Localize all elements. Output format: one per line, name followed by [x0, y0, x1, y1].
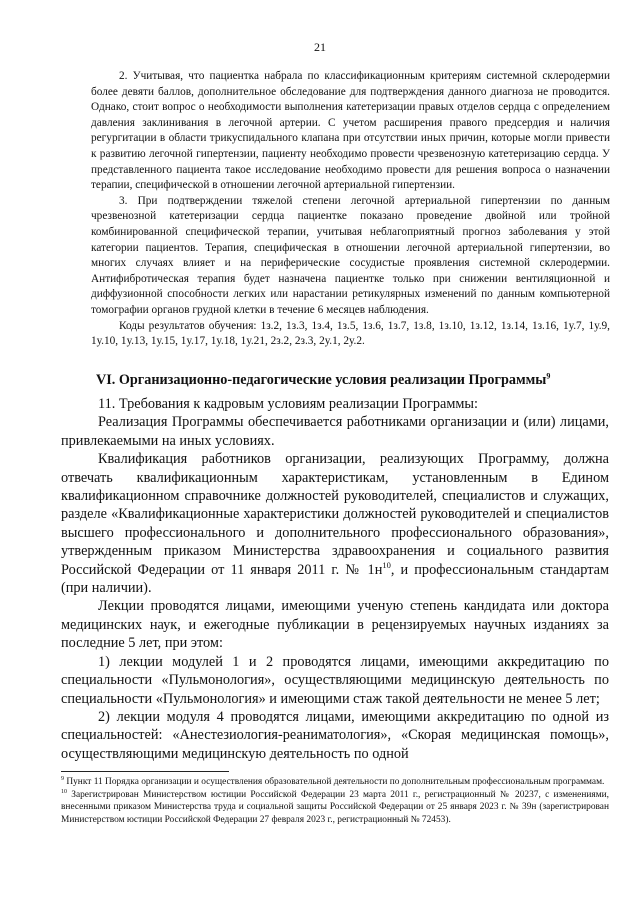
footnote-9: [61, 776, 609, 789]
footnote-9-text: Пункт 11 Порядка организации и осуществления образовательной деятельности по дополнительным профессиональным программам.: [64, 777, 605, 787]
qualification-footnote-ref: 10: [382, 559, 391, 570]
heading-footnote-ref: 9: [546, 371, 551, 381]
realization-paragraph: Реализация Программы обеспечивается работниками организации и (или) лицами, привлекаемыми на иных условиях.: [61, 414, 609, 449]
section-heading: [96, 372, 606, 389]
answer-paragraph-2: 2. Учитывая, что пациентка набрала по классификационным критериям системной склеродермии более девяти баллов, дополнительное обследование для подтверждения данного диагноза не проводится. Однако, стоит вопрос о необходимости выполнения катетеризации правых отделов сердца с определением давления заклинивания в легочной артерии. С учетом расширения правого предсердия и наличия регургитации в области трикуспидального клапана при отсутствии иных причин, которые могли привести к развитию легочной гипертензии, пациенту необходимо провести чрезвенозную катетеризацию сердца. У представленного пациента такое исследование необходимо провести для решения вопроса о назначении терапии, специфической в отношении легочной артериальной гипертензии.: [91, 70, 610, 192]
main-text: [61, 395, 609, 763]
item-11: 11. Требования к кадровым условиям реализации Программы:: [98, 396, 478, 412]
qualification-text: Квалификация работников организации, реализующих Программу, должна отвечать квалификационным характеристикам, установленным в Едином квалификационном справочнике должностей руководителей, специалистов и служащих, разделе «Квалификационные характеристики должностей руководителей и специалистов высшего профессионального и дополнительного профессионального образования», утвержденным приказом Министерства здравоохранения и социального развития Российской Федерации от 11 января 2011 г. № 1н: [61, 451, 609, 578]
qualification-text-end: , и профессиональным стандартам (при наличии).: [61, 561, 610, 597]
learning-outcome-codes: Коды результатов обучения: 1з.2, 1з.3, 1з.4, 1з.5, 1з.6, 1з.7, 1з.8, 1з.10, 1з.12, 1з.14, 1з.16, 1у.7, 1у.9, 1у.10, 1у.13, 1у.15, 1у.17, 1у.18, 1у.21, 2з.2, 2з.3, 2у.1, 2у.2.: [91, 319, 610, 348]
footnote-10-text: Зарегистрирован Министерством юстиции Российской Федерации 23 марта 2011 г., регистрационный № 20237, с изменениями, внесенными приказом Министерства труда и социальной защиты Российской Федерации от 25 января 2023 г. № 39н (зарегистрирован Министерством юстиции Российской Федерации 27 февраля 2023 г., регистрационный № 72453).: [61, 789, 609, 825]
lecture-item-1: 1) лекции модулей 1 и 2 проводятся лицами, имеющими аккредитацию по специальности «Пульмонология», осуществляющими медицинскую деятельность по специальности «Пульмонология» и имеющими стаж такой деятельности не менее 5 лет;: [61, 653, 609, 707]
case-answers: [91, 69, 610, 350]
footnote-divider: [61, 771, 229, 772]
lecture-item-2: 2) лекции модуля 4 проводятся лицами, имеющими аккредитацию по одной из специальностей: «Анестезиология-реаниматология», «Скорая медицинская помощь», осуществляющими медицинскую деятельность по одной: [61, 708, 609, 762]
answer-paragraph-3: 3. При подтверждении тяжелой степени легочной артериальной гипертензии по данным чрезвенозной катетеризации сердца пациентке показано проведение двойной или тройной комбинированной специфической терапии, учитывая неблагоприятный прогноз заболевания у этой категории пациентов. Терапия, специфическая в отношении легочной артериальной гипертензии, во многих случаях влияет и на периферические сосудистые проявления системной склеродермии. Антифибротическая терапия будет назначена пациентке только при снижении вентиляционной и диффузионной способности легких или нарастании ретикулярных изменений по данным компьютерной томографии органов грудной клетки в течение 6 месяцев наблюдения.: [91, 194, 610, 316]
lectures-paragraph: Лекции проводятся лицами, имеющими ученую степень кандидата или доктора медицинских наук, и ежегодные публикации в рецензируемых научных изданиях за последние 5 лет, при этом:: [61, 598, 609, 652]
footnote-9-number: 9: [61, 775, 64, 782]
footnote-10: [61, 789, 609, 827]
footnotes: [61, 776, 609, 826]
footnote-10-number: 10: [61, 788, 67, 795]
page-number: 21: [314, 40, 326, 54]
section-heading-text: VI. Организационно-педагогические условия реализации Программы: [96, 372, 547, 388]
qualification-paragraph: [61, 450, 609, 597]
